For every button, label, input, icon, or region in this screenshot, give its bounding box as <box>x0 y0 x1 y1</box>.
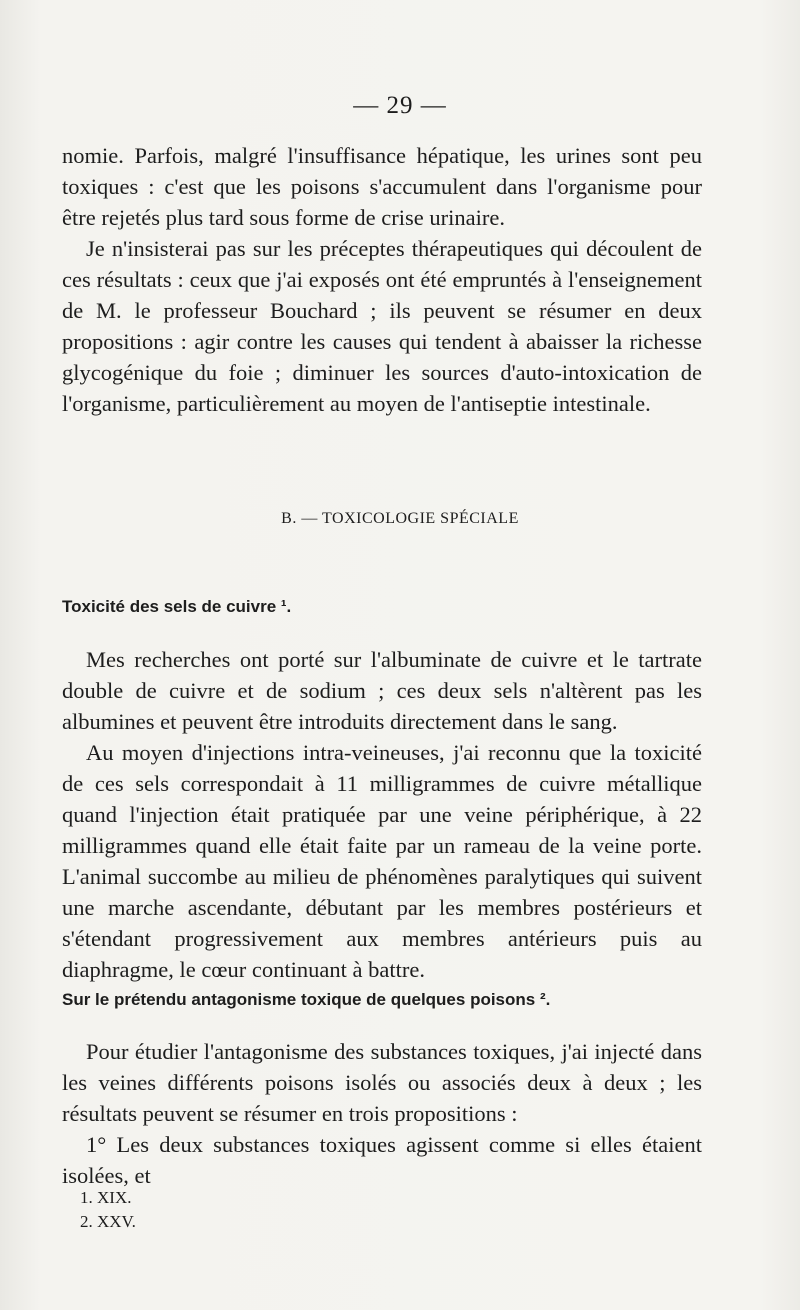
paragraph: 1° Les deux substances toxiques agissent comme si elles étaient isolées, et <box>62 1132 702 1188</box>
paragraph: Au moyen d'injections intra-veineuses, j'ai reconnu que la toxicité de ces sels correspondait à 11 milligrammes de cuivre métallique quand l'injection était pratiquée par une veine périphérique, à 22 milligrammes quand elle était faite par un rameau de la veine porte. L'animal succombe au milieu de phénomènes paralytiques qui suivent une marche ascendante, débutant par les membres postérieurs et s'étendant progressivement aux membres antérieurs puis au diaphragme, le cœur continuant à battre. <box>62 740 702 982</box>
intro-text <box>62 140 702 419</box>
paragraph: Mes recherches ont porté sur l'albuminate de cuivre et le tartrate double de cuivre et de sodium ; ces deux sels n'altèrent pas les albumines et peuvent être introduits directement dans le sang. <box>62 647 702 734</box>
footnotes <box>80 1186 136 1234</box>
section-heading: B. — TOXICOLOGIE SPÉCIALE <box>281 510 519 527</box>
copper-text <box>62 644 702 985</box>
subheading-copper-toxicity: Toxicité des sels de cuivre ¹. <box>62 597 292 616</box>
paragraph: nomie. Parfois, malgré l'insuffisance hépatique, les urines sont peu toxiques : c'est que les poisons s'accumulent dans l'organisme pour être rejetés plus tard sous forme de crise urinaire. <box>62 143 702 230</box>
paragraph: Pour étudier l'antagonisme des substances toxiques, j'ai injecté dans les veines différents poisons isolés ou associés deux à deux ; les résultats peuvent se résumer en trois propositions : <box>62 1039 702 1126</box>
page-number: — 29 — <box>353 92 447 119</box>
subheading-antagonism: Sur le prétendu antagonisme toxique de quelques poisons ². <box>62 990 551 1009</box>
footnote: 2. XXV. <box>80 1212 136 1231</box>
paragraph: Je n'insisterai pas sur les préceptes thérapeutiques qui découlent de ces résultats : ceux que j'ai exposés ont été empruntés à l'enseignement de M. le professeur Bouchard ; ils peuvent se résumer en deux propositions : agir contre les causes qui tendent à abaisser la richesse glycogénique du foie ; diminuer les sources d'auto-intoxication de l'organisme, particulièrement au moyen de l'antiseptie intestinale. <box>62 236 702 416</box>
footnote: 1. XIX. <box>80 1188 132 1207</box>
antagonism-text <box>62 1036 702 1191</box>
